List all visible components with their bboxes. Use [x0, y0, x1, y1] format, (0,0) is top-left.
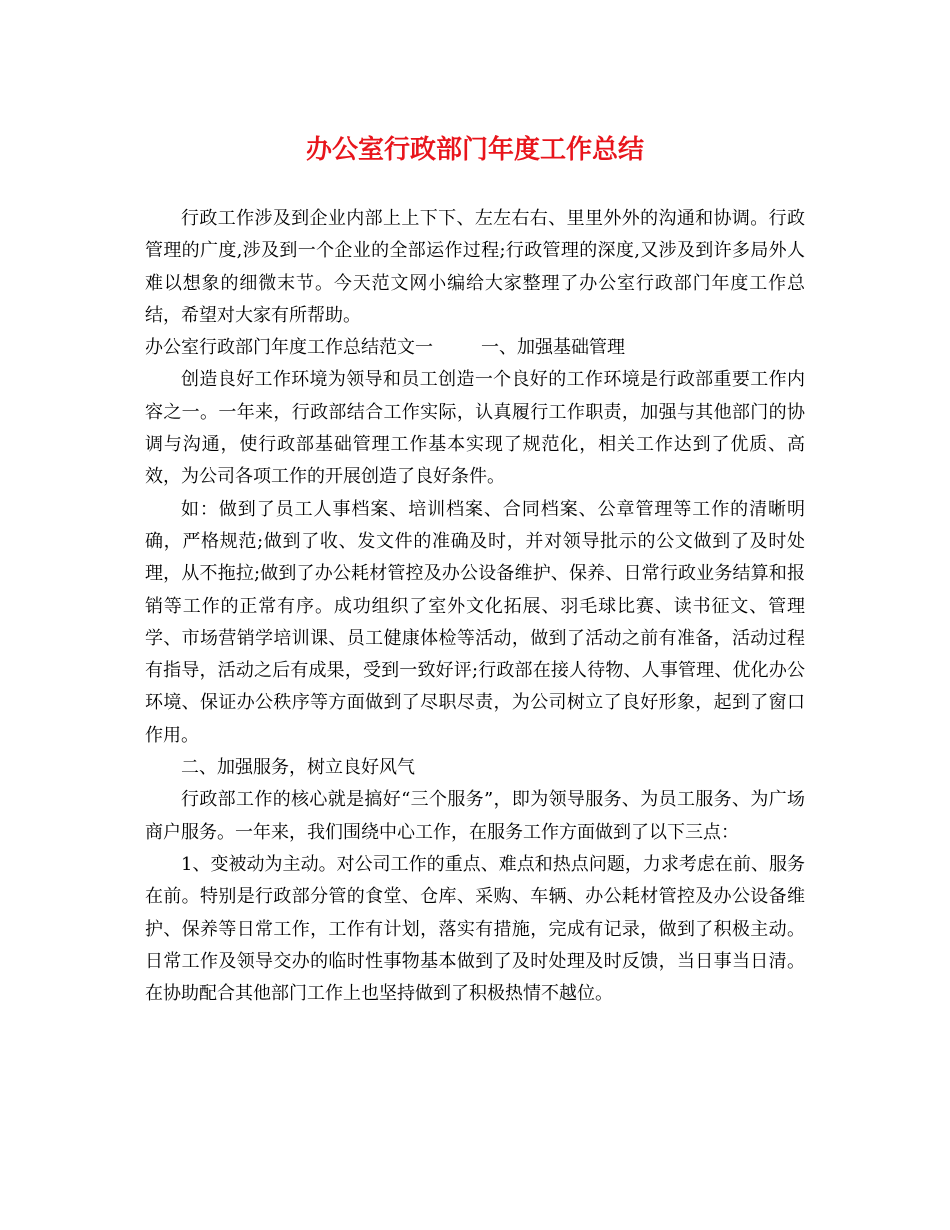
section-label: 办公室行政部门年度工作总结范文一 — [145, 337, 433, 359]
document-title: 办公室行政部门年度工作总结 — [305, 135, 644, 165]
paragraph-three-services: 行政部工作的核心就是搞好“三个服务”，即为领导服务、为员工服务、为广场商户服务。一年来，我们围绕中心工作，在服务工作方面做到了以下三点： — [145, 789, 805, 843]
paragraph-proactive: 1、变被动为主动。对公司工作的重点、难点和热点问题，力求考虑在前、服务在前。特别是行政部分管的食堂、仓库、采购、车辆、办公耗材管控及办公设备维护、保养等日常工作，工作有计划，落实有措施，完成有记录，做到了积极主动。日常工作及领导交办的临时性事物基本做到了及时处理及时反馈，当日事当日清。在协助配合其他部门工作上也坚持做到了积极热情不越位。 — [145, 853, 805, 1005]
intro-paragraph: 行政工作涉及到企业内部上上下下、左左右右、里里外外的沟通和协调。行政管理的广度,涉及到一个企业的全部运作过程;行政管理的深度,又涉及到许多局外人难以想象的细微末节。今天范文网小编给大家整理了办公室行政部门年度工作总结，希望对大家有所帮助。 — [145, 208, 805, 326]
section2-heading: 二、加强服务，树立良好风气 — [181, 757, 415, 779]
section1-heading: 一、加强基础管理 — [481, 337, 625, 359]
paragraph-examples: 如：做到了员工人事档案、培训档案、合同档案、公章管理等工作的清晰明确，严格规范;做到了收、发文件的准确及时，并对领导批示的公文做到了及时处理，从不拖拉;做到了办公耗材管控及办公设备维护、保养、日常行政业务结算和报销等工作的正常有序。成功组织了室外文化拓展、羽毛球比赛、读书征文、管理学、市场营销学培训课、员工健康体检等活动，做到了活动之前有准备，活动过程有指导，活动之后有成果，受到一致好评;行政部在接人待物、人事管理、优化办公环境、保证办公秩序等方面做到了尽职尽责，为公司树立了良好形象，起到了窗口作用。 — [145, 498, 805, 746]
section-line — [145, 332, 805, 364]
paragraph-work-environment: 创造良好工作环境为领导和员工创造一个良好的工作环境是行政部重要工作内容之一。一年来，行政部结合工作实际，认真履行工作职责，加强与其他部门的协调与沟通，使行政部基础管理工作基本实现了规范化，相关工作达到了优质、高效，为公司各项工作的开展创造了良好条件。 — [145, 369, 805, 488]
document-body — [145, 203, 805, 1010]
